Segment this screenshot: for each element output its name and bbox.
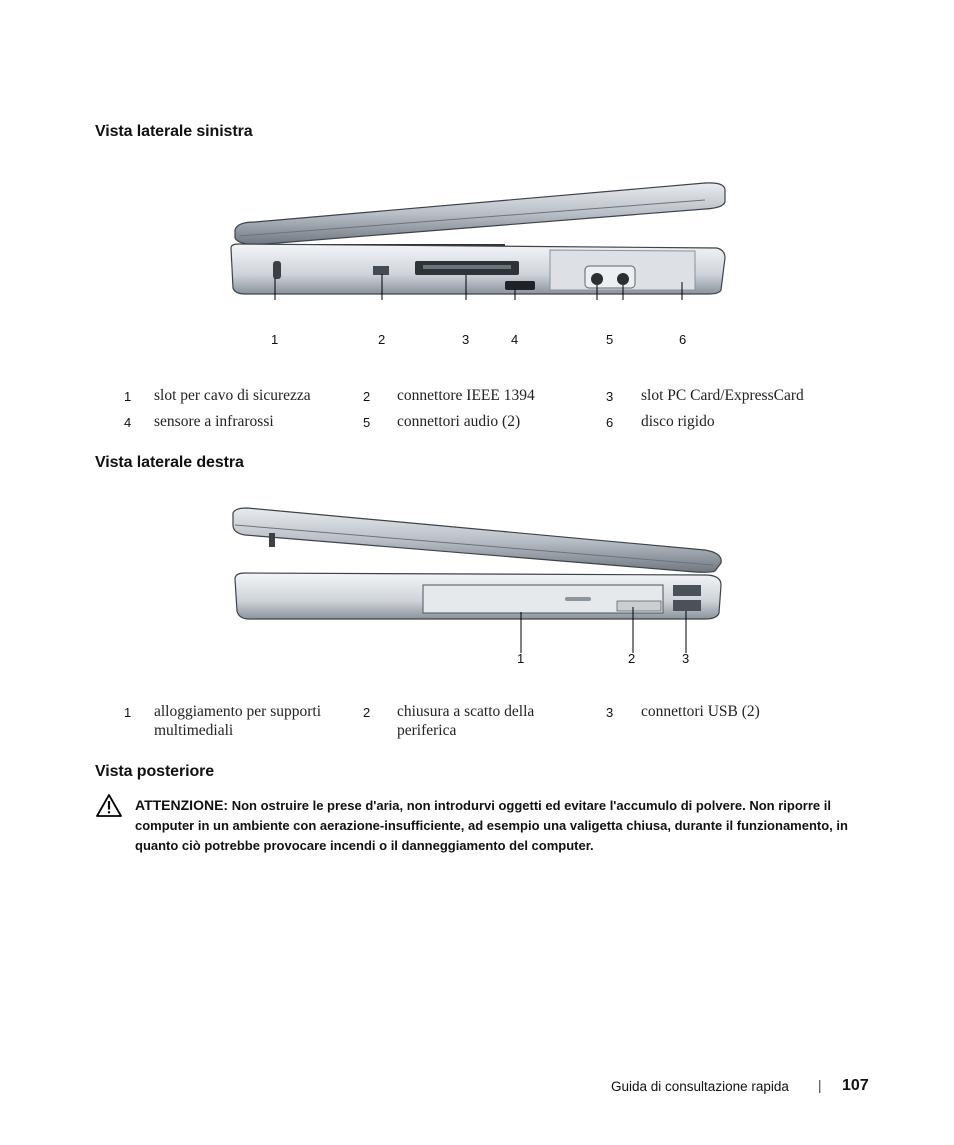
callout-1: 1 — [517, 651, 525, 666]
legend-text: periferica — [397, 722, 457, 739]
callout-2: 2 — [628, 651, 636, 666]
legend-text: connettore IEEE 1394 — [397, 387, 535, 404]
footer-separator: | — [818, 1078, 822, 1093]
warning-block — [135, 795, 875, 856]
legend-num: 2 — [363, 705, 371, 720]
section-heading-rear-view: Vista posteriore — [95, 763, 215, 780]
warning-line-2: computer in un ambiente con aerazione-insufficiente, ad esempio una valigetta chiusa, durante il funzionamento, in — [135, 818, 848, 833]
legend-num: 3 — [606, 705, 614, 720]
legend-num: 2 — [363, 389, 371, 404]
callout-3: 3 — [462, 332, 470, 347]
warning-triangle-icon — [95, 793, 123, 818]
legend-text: disco rigido — [641, 413, 715, 430]
legend-text: slot per cavo di sicurezza — [154, 387, 311, 404]
callout-6: 6 — [679, 332, 687, 347]
laptop-right-side-illustration — [225, 505, 730, 655]
laptop-left-side-illustration — [225, 178, 730, 300]
warning-label: ATTENZIONE: — [135, 797, 229, 813]
callout-4: 4 — [511, 332, 519, 347]
callout-1: 1 — [271, 332, 279, 347]
legend-num: 1 — [124, 389, 132, 404]
legend-text: chiusura a scatto della — [397, 703, 535, 720]
legend-num: 5 — [363, 415, 371, 430]
warning-text: Non ostruire le prese d'aria, non introdurvi oggetti ed evitare l'accumulo di polvere. Non riporre il — [231, 798, 831, 813]
callout-5: 5 — [606, 332, 614, 347]
page-number: 107 — [842, 1077, 869, 1094]
legend-text: multimediali — [154, 722, 234, 739]
legend-text: alloggiamento per supporti — [154, 703, 322, 720]
section-heading-left-view: Vista laterale sinistra — [95, 123, 253, 140]
legend-text: connettori audio (2) — [397, 413, 521, 430]
footer-guide-title: Guida di consultazione rapida — [611, 1079, 789, 1094]
legend-text: sensore a infrarossi — [154, 413, 274, 430]
warning-line-1 — [135, 795, 875, 816]
legend-num: 4 — [124, 415, 132, 430]
warning-line-3: quanto ciò potrebbe provocare incendi o il danneggiamento del computer. — [135, 838, 594, 853]
callout-3: 3 — [682, 651, 690, 666]
legend-num: 6 — [606, 415, 614, 430]
section-heading-right-view: Vista laterale destra — [95, 454, 244, 471]
callout-2: 2 — [378, 332, 386, 347]
legend-text: slot PC Card/ExpressCard — [641, 387, 804, 404]
legend-num: 1 — [124, 705, 132, 720]
legend-num: 3 — [606, 389, 614, 404]
legend-text: connettori USB (2) — [641, 703, 760, 720]
